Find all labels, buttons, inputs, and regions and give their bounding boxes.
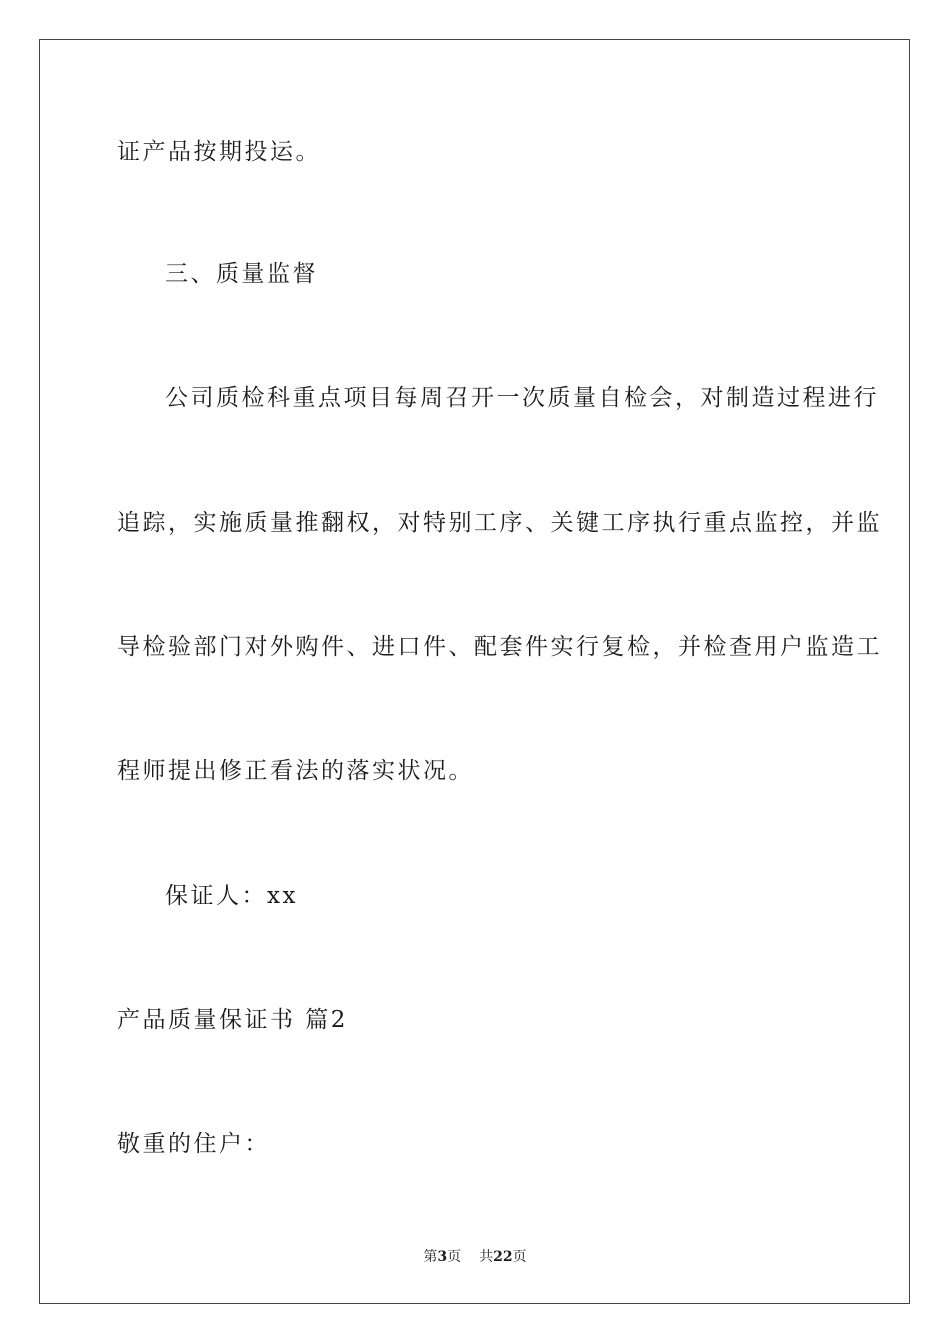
footer-page-number: 3	[437, 1249, 448, 1265]
footer-total-suffix: 页	[512, 1249, 527, 1265]
page-border	[39, 39, 910, 1304]
page-footer	[0, 1247, 950, 1267]
section-heading-quality-supervision: 三、质量监督	[165, 261, 318, 287]
salutation-line: 敬重的住户：	[117, 1131, 270, 1157]
footer-page-prefix: 第	[423, 1249, 438, 1265]
footer-page-suffix: 页	[447, 1249, 462, 1265]
paragraph-line-3: 导检验部门对外购件、进口件、配套件实行复检，并检查用户监造工	[117, 634, 882, 660]
footer-total-number: 22	[493, 1249, 513, 1265]
document-heading-part-2: 产品质量保证书 篇2	[117, 1007, 348, 1033]
paragraph-line-1: 公司质检科重点项目每周召开一次质量自检会，对制造过程进行	[165, 385, 879, 411]
paragraph-line-2: 追踪，实施质量推翻权，对特别工序、关键工序执行重点监控，并监	[117, 510, 882, 536]
paragraph-line-4: 程师提出修正看法的落实状况。	[117, 758, 474, 784]
guarantor-line: 保证人：xx	[165, 883, 298, 909]
text-line-continuation: 证产品按期投运。	[117, 139, 321, 165]
footer-total-prefix: 共	[479, 1249, 494, 1265]
